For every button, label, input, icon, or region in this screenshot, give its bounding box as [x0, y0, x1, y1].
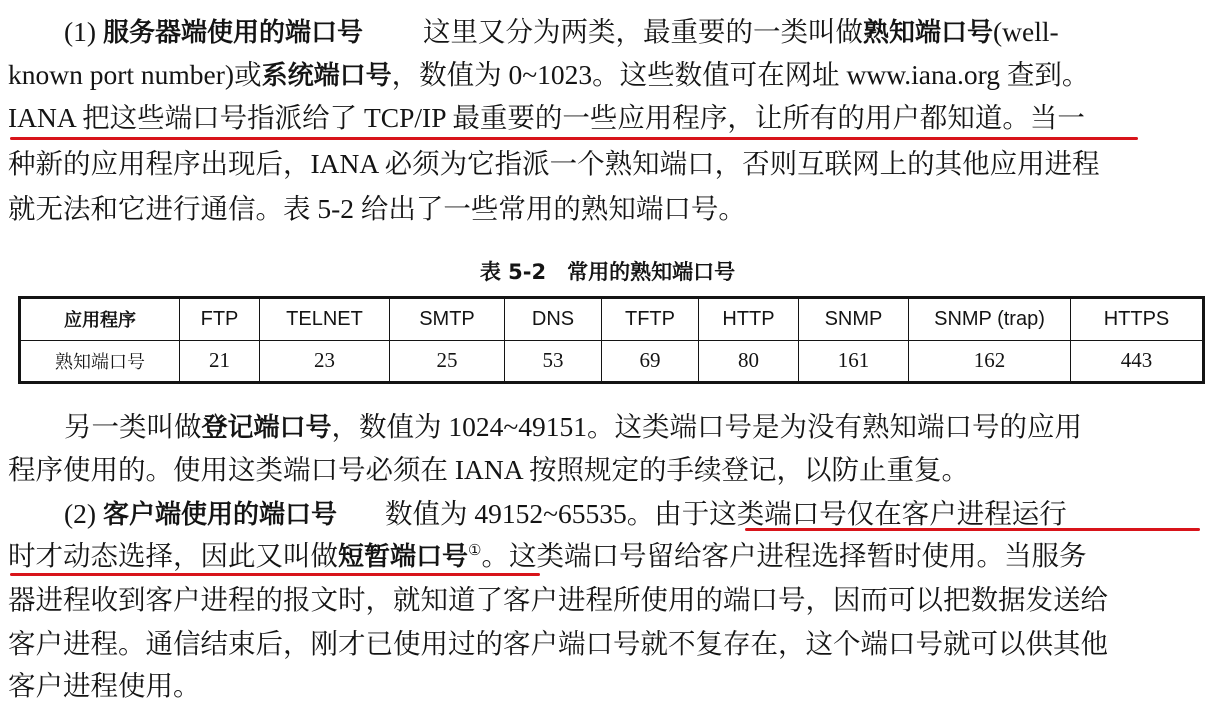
table-cell: TELNET	[260, 298, 390, 341]
text-span: 另一类叫做	[64, 411, 202, 442]
table-cell: DNS	[505, 298, 602, 341]
table-caption: 表 5-2 常用的熟知端口号	[479, 260, 736, 284]
text-span: 数值为 49152~65535。	[384, 498, 655, 529]
table-cell: HTTP	[699, 298, 799, 341]
table-row	[20, 340, 1204, 383]
table-cell: HTTPS	[1071, 298, 1204, 341]
table-cell: 21	[180, 340, 260, 383]
para3-line3: 器进程收到客户进程的报文时，就知道了客户进程所使用的端口号，因而可以把数据发送给	[8, 584, 1108, 615]
term-registered-port: 登记端口号	[201, 413, 332, 443]
term-well-known: 熟知端口号	[862, 18, 993, 48]
text-span: ，数值为 1024~49151。这类端口号是为没有熟知端口号的应用	[331, 411, 1083, 442]
section-title: 客户端使用的端口号	[102, 500, 337, 530]
underlined-text: 由于这类端口号仅在客户进程运行	[654, 498, 1067, 529]
table-cell: 161	[799, 340, 909, 383]
table-cell: 熟知端口号	[20, 340, 180, 383]
section-title: 服务器端使用的端口号	[102, 18, 363, 48]
table-cell: SMTP	[390, 298, 505, 341]
para3-line5: 客户进程使用。	[8, 670, 201, 701]
underlined-text: IANA 把这些端口号指派给了 TCP/IP 最重要的一些应用程序，让所有的用户都知道。	[8, 102, 1030, 133]
text-span: 。这类端口号留给客户进程选择暂时使用。当服务	[481, 540, 1087, 571]
term-system-port: 系统端口号	[261, 61, 392, 91]
table-cell: 应用程序	[20, 298, 180, 341]
table-cell: SNMP (trap)	[909, 298, 1071, 341]
underlined-text: 时才动态选择，因此又叫做	[8, 540, 338, 571]
text-span: ，数值为 0~1023。这些数值可在网址 www.iana.org 查到。	[391, 59, 1090, 90]
red-underline	[10, 573, 540, 576]
port-table	[18, 296, 1205, 384]
table-header-row	[20, 298, 1204, 341]
table-cell: TFTP	[602, 298, 699, 341]
text-span: (well-	[992, 16, 1059, 47]
table-cell: FTP	[180, 298, 260, 341]
para1-line3	[8, 100, 1208, 136]
para3-line4: 客户进程。通信结束后，刚才已使用过的客户端口号就不复存在，这个端口号就可以供其他	[8, 628, 1108, 659]
table-cell: 53	[505, 340, 602, 383]
term-ephemeral-port: 短暂端口号	[338, 542, 469, 572]
para2-line1	[64, 409, 1208, 446]
para1-line5: 就无法和它进行通信。表 5-2 给出了一些常用的熟知端口号。	[8, 193, 746, 224]
table-cell: 443	[1071, 340, 1204, 383]
text-span: 这里又分为两类，最重要的一类叫做	[422, 16, 863, 47]
para1-line1	[64, 14, 1208, 51]
table-cell: 25	[390, 340, 505, 383]
para1-line4: 种新的应用程序出现后，IANA 必须为它指派一个熟知端口，否则互联网上的其他应用进程	[8, 148, 1100, 179]
section-number: (2)	[64, 498, 97, 529]
para1-line2	[8, 57, 1208, 94]
table-cell: 162	[909, 340, 1071, 383]
para3-line2	[8, 538, 1208, 575]
section-number: (1)	[64, 16, 97, 47]
table-cell: 69	[602, 340, 699, 383]
para2-line2: 程序使用的。使用这类端口号必须在 IANA 按照规定的手续登记，以防止重复。	[8, 454, 969, 485]
text-span: 当一	[1029, 102, 1085, 133]
table-cell: SNMP	[799, 298, 909, 341]
red-underline	[10, 137, 1138, 140]
text-span: known port number)或	[8, 59, 262, 90]
table-cell: 23	[260, 340, 390, 383]
footnote-marker: ①	[468, 542, 482, 559]
table-cell: 80	[699, 340, 799, 383]
red-underline	[745, 528, 1200, 531]
